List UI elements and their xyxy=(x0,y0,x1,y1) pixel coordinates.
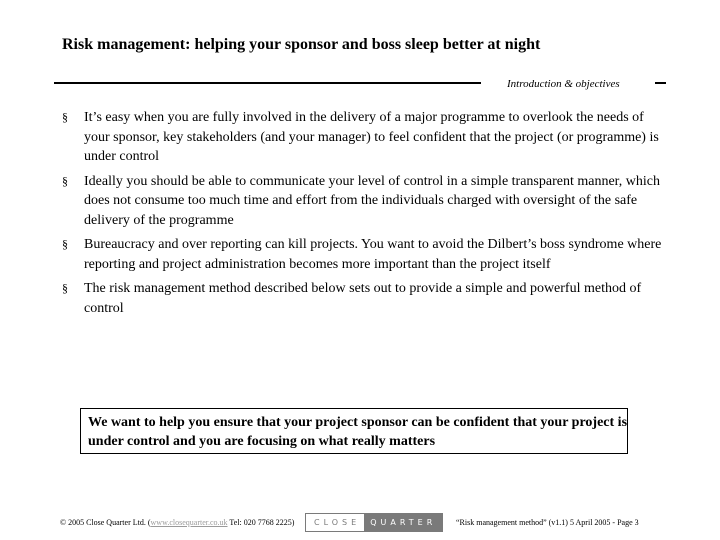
bullet-list xyxy=(62,108,662,323)
section-label: Introduction & objectives xyxy=(507,78,620,90)
website-link[interactable]: www.closequarter.co.uk xyxy=(150,518,228,527)
callout-box: We want to help you ensure that your project sponsor can be confident that your project is under control and you are focusing on what really matters xyxy=(80,408,628,454)
bullet-text-4: The risk management method described below sets out to provide a simple and powerful method of control xyxy=(84,281,642,316)
footer-document-ref: “Risk management method” (v1.1) 5 April 2005 - Page 3 xyxy=(456,518,639,527)
bullet-text-2: Ideally you should be able to communicate your level of control in a simple transparent manner, which does not consume too much time and effort from the individuals charged with oversight of the safe delivery of the programme xyxy=(84,173,660,228)
bullet-text-1: It’s easy when you are fully involved in the delivery of a major programme to overlook the needs of your sponsor, key stakeholders (and your manager) to feel confident that the project (or programme) is under control xyxy=(84,110,659,164)
copyright-suffix: Tel: 020 7768 2225) xyxy=(227,518,295,527)
close-quarter-logo xyxy=(305,513,443,532)
header-rule-left xyxy=(54,82,481,84)
footer-copyright xyxy=(60,518,294,527)
bullet-marker-icon: § xyxy=(62,173,68,188)
bullet-item-1 xyxy=(62,108,662,167)
bullet-marker-icon: § xyxy=(62,110,68,124)
bullet-marker-icon: § xyxy=(62,237,68,251)
bullet-marker-icon: § xyxy=(62,281,68,295)
bullet-item-3 xyxy=(62,235,662,274)
slide-title: Risk management: helping your sponsor and boss sleep better at night xyxy=(62,36,541,53)
header-rule-right xyxy=(655,82,666,84)
bullet-item-4 xyxy=(62,279,662,318)
bullet-item-2 xyxy=(62,172,662,231)
logo-part-close: CLOSE xyxy=(306,514,364,531)
logo-part-quarter: QUARTER xyxy=(364,514,442,531)
bullet-text-3: Bureaucracy and over reporting can kill projects. You want to avoid the Dilbert’s boss syndrome where reporting and project administration becomes more important than the project itself xyxy=(84,237,662,272)
copyright-prefix: © 2005 Close Quarter Ltd. ( xyxy=(60,518,151,527)
